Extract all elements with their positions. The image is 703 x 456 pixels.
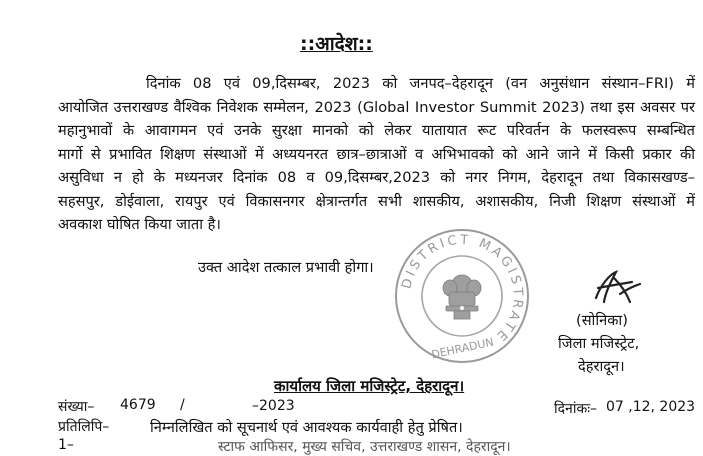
body-line: अवकाश घोषित किया जाता है। xyxy=(58,216,221,233)
reference-number: 4679 xyxy=(120,397,156,413)
svg-text:DEHRADUN: DEHRADUN xyxy=(430,335,495,362)
order-title: ::आदेश:: xyxy=(300,33,373,55)
reference-label: संख्या– xyxy=(58,399,95,415)
recipient-number: 1– xyxy=(58,437,74,453)
body-line: आयोजित उत्तराखण्ड वैश्विक निवेशक सम्मेलन, 2023 (Global Investor Summit 2023) तथा इस अवसर पर xyxy=(58,98,695,116)
signer-name: (सोनिका) xyxy=(576,312,628,329)
office-heading: कार्यालय जिला मजिस्ट्रेट, देहरादून। xyxy=(274,377,465,395)
body-line: महानुभावों के आवागमन एवं उनके सुरक्षा मानको को लेकर यातायात रूट परिवर्तन के फलस्वरूप सम्बन्धित xyxy=(58,122,695,139)
body-line: मार्गो से प्रभावित शिक्षण संस्थाओं में अध्ययनरत छात्र–छात्राओं व अभिभावको को आने जाने में किसी प्रकार की xyxy=(58,145,695,163)
signature xyxy=(586,268,646,312)
district-magistrate-seal xyxy=(392,226,532,370)
copy-label: प्रतिलिपि– xyxy=(58,419,110,435)
order-body-paragraph xyxy=(58,72,695,237)
date-value: 07 ,12, 2023 xyxy=(606,399,696,415)
body-line: असुविधा न हो के मध्यनजर दिनांक 08 व 09,दिसम्बर,2023 को नगर निगम, देहरादून तथा विकासखण्ड– xyxy=(58,169,695,186)
body-line: सहसपुर, डोईवाला, रायपुर एवं विकासनगर क्षेत्रान्तर्गत सभी शासकीय, अशासकीय, निजी शिक्षण संस्थाओं में xyxy=(58,192,695,210)
effect-statement: उक्त आदेश तत्काल प्रभावी होगा। xyxy=(198,259,374,276)
copy-text: निम्नलिखित को सूचनार्थ एवं आवश्यक कार्यवाही हेतु प्रेषित। xyxy=(150,419,463,436)
body-line: दिनांक 08 एवं 09,दिसम्बर, 2023 को जनपद–देहरादून (वन अनुसंधान संस्थान–FRI) में xyxy=(146,75,695,92)
reference-separator: / xyxy=(180,397,185,413)
signer-place: देहरादून। xyxy=(578,358,625,375)
reference-year: –2023 xyxy=(252,398,295,414)
signer-designation: जिला मजिस्ट्रेट, xyxy=(558,335,640,352)
svg-text:DISTRICT MAGISTRATE: DISTRICT MAGISTRATE xyxy=(399,232,526,346)
date-label: दिनांकः– xyxy=(554,401,598,417)
recipient-text: स्टाफ आफिसर, मुख्य सचिव, उत्तराखण्ड शासन, देहरादून। xyxy=(218,439,511,455)
